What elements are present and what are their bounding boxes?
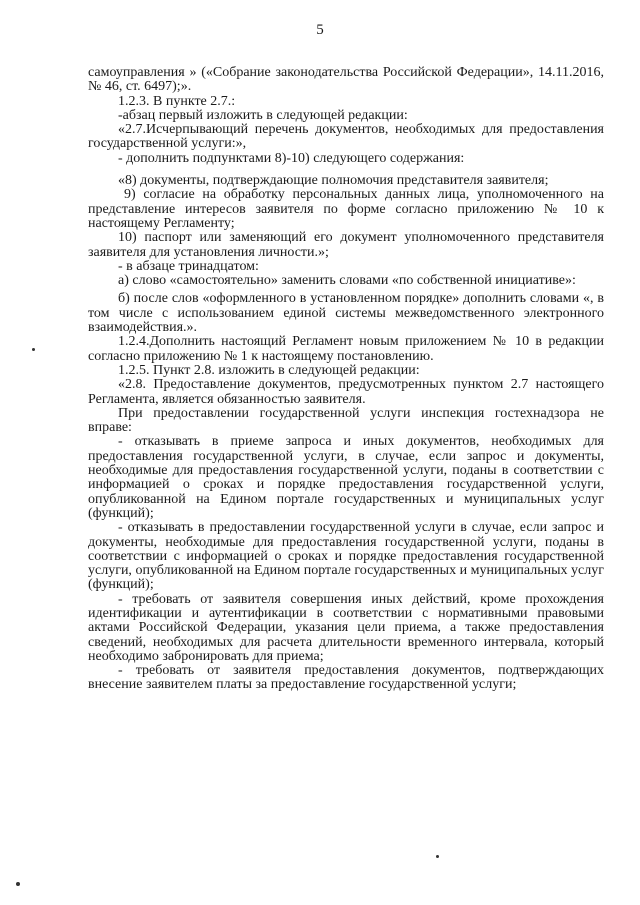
scan-speck	[16, 882, 20, 886]
page-number: 5	[316, 22, 324, 38]
paragraph: 9) согласие на обработку персональных данных лица, уполномоченного на представление интересов заявителя по форме согласно приложению № 10 к настоящему Регламенту;	[88, 187, 604, 231]
scan-speck	[436, 855, 439, 858]
paragraph: самоуправления » («Собрание законодательства Российской Федерации», 14.11.2016, № 46, ст. 6497);».	[88, 65, 604, 95]
paragraph: - дополнить подпунктами 8)-10) следующего содержания:	[118, 150, 465, 166]
paragraph: - в абзаце тринадцатом:	[118, 258, 259, 274]
paragraph: 10) паспорт или заменяющий его документ уполномоченного представителя заявителя для установления личности.»;	[88, 230, 604, 260]
paragraph: б) после слов «оформленного в установленном порядке» дополнить словами «, в том числе с использованием единой системы межведомственного электронного взаимодействия.».	[88, 291, 604, 336]
paragraph: - отказывать в приеме запроса и иных документов, необходимых для предоставления государственной услуги, в случае, если запрос и документы, необходимые для предоставления государственной услуги, поданы в соответствии с информацией о сроках и порядке предоставления государственной услуги, опубликованной на Едином портале государственных и муниципальных услуг (функций);	[88, 434, 604, 521]
paragraph: «2.7.Исчерпывающий перечень документов, необходимых для предоставления государственной услуги:»,	[88, 122, 604, 152]
paragraph: - требовать от заявителя совершения иных действий, кроме прохождения идентификации и аутентификации в соответствии с нормативными правовыми актами Российской Федерации, указания цели приема, а также предоставления сведений, необходимых для расчета длительности временного интервала, который необходимо забронировать для приема;	[88, 591, 604, 664]
paragraph: «2.8. Предоставление документов, предусмотренных пунктом 2.7 настоящего Регламента, является обязанностью заявителя.	[88, 377, 604, 407]
paragraph: -абзац первый изложить в следующей редакции:	[118, 107, 408, 123]
paragraph: - отказывать в предоставлении государственной услуги в случае, если запрос и документы, необходимые для предоставления государственной услуги, поданы в соответствии с информацией о сроках и порядке предоставления государственной услуги, опубликованной на Едином портале государственных и муниципальных услуг (функций);	[88, 520, 604, 593]
paragraph: а) слово «самостоятельно» заменить словами «по собственной инициативе»:	[118, 273, 576, 289]
document-body	[88, 66, 604, 693]
scan-speck	[32, 348, 35, 351]
paragraph: «8) документы, подтверждающие полномочия представителя заявителя;	[118, 173, 549, 189]
paragraph: 1.2.5. Пункт 2.8. изложить в следующей редакции:	[118, 362, 420, 378]
paragraph: 1.2.4.Дополнить настоящий Регламент новым приложением № 10 в редакции согласно приложению № 1 к настоящему постановлению.	[88, 334, 604, 364]
paragraph: - требовать от заявителя предоставления документов, подтверждающих внесение заявителем платы за предоставление государственной услуги;	[88, 663, 604, 693]
paragraph: 1.2.3. В пункте 2.7.:	[118, 93, 236, 109]
paragraph: При предоставлении государственной услуги инспекция гостехнадзора не вправе:	[88, 405, 604, 436]
